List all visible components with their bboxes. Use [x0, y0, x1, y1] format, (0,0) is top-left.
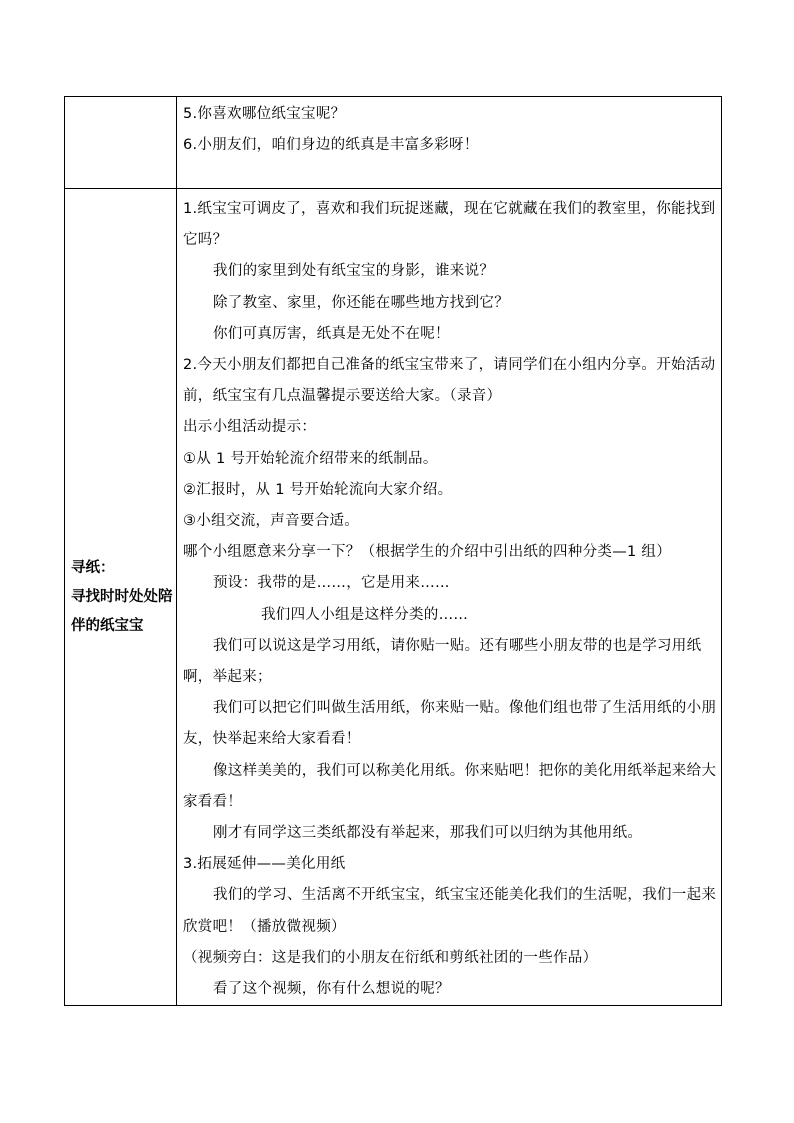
paragraph: 我们可以说这是学习用纸，请你贴一贴。还有哪些小朋友带的也是学习用纸啊，举起来； [183, 637, 702, 686]
paragraph: 我们的学习、生活离不开纸宝宝，纸宝宝还能美化我们的生活呢，我们一起来欣赏吧！（播放微视频） [183, 887, 717, 935]
paragraph: ①从 1 号开始轮流介绍带来的纸制品。 [183, 450, 438, 467]
content-line: 5.你喜欢哪位纸宝宝呢？ [183, 106, 346, 122]
content-line: 6.小朋友们，咱们身边的纸真是丰富多彩呀！ [183, 137, 479, 153]
paragraph: 看了这个视频，你有什么想说的呢？ [213, 981, 450, 998]
paragraph: 预设：我带的是……，它是用来…… [213, 575, 450, 592]
lesson-plan-table [64, 96, 722, 1006]
paragraph: 3.拓展延伸——美化用纸 [183, 856, 346, 873]
content-cell [177, 189, 722, 1006]
paragraph: 除了教室、家里，你还能在哪些地方找到它？ [213, 294, 509, 311]
paragraph: 我们的家里到处有纸宝宝的身影，谁来说？ [213, 263, 495, 280]
paragraph: （视频旁白：这是我们的小朋友在衍纸和剪纸社团的一些作品） [183, 949, 598, 966]
paragraph: 我们四人小组是这样分类的…… [261, 606, 469, 623]
label-cell [65, 189, 177, 1006]
paragraph: 出示小组活动提示： [183, 419, 317, 436]
paragraph: 像这样美美的，我们可以称美化用纸。你来贴吧！把你的美化用纸举起来给大家看看！ [183, 762, 717, 810]
paragraph: 1.纸宝宝可调皮了，喜欢和我们玩捉迷藏，现在它就藏在我们的教室里，你能找到它吗？ [183, 201, 716, 249]
paragraph: 刚才有同学这三类纸都没有举起来，那我们可以归纳为其他用纸。 [213, 825, 643, 842]
section-subtitle: 寻找时时处处陪伴的纸宝宝 [71, 588, 173, 634]
paragraph: 你们可真厉害，纸真是无处不在呢！ [213, 325, 450, 342]
section-title: 寻纸： [71, 559, 115, 576]
paragraph: 2.今天小朋友们都把自己准备的纸宝宝带来了，请同学们在小组内分享。开始活动前，纸宝宝有几点温馨提示要送给大家。（录音） [183, 357, 716, 405]
paragraph: 哪个小组愿意来分享一下？（根据学生的介绍中引出纸的四种分类—1 组） [183, 544, 672, 561]
label-cell-empty [65, 97, 177, 189]
paragraph: ②汇报时，从 1 号开始轮流向大家介绍。 [183, 481, 453, 498]
content-cell [177, 97, 722, 189]
table-row [65, 189, 722, 1006]
paragraph: ③小组交流，声音要合适。 [183, 513, 360, 530]
table-row [65, 97, 722, 189]
paragraph: 我们可以把它们叫做生活用纸，你来贴一贴。像他们组也带了生活用纸的小朋友，快举起来给大家看看！ [183, 700, 717, 748]
